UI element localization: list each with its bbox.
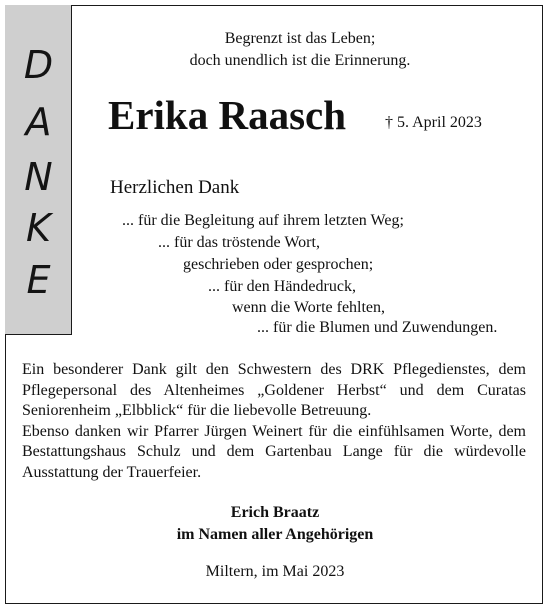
danke-letter: K xyxy=(26,206,51,250)
thanks-line: ... für das tröstende Wort, xyxy=(158,234,320,251)
signature-name: Erich Braatz xyxy=(230,504,320,521)
thanks-line: wenn die Worte fehlten, xyxy=(232,299,386,316)
danke-letter: A xyxy=(25,100,52,144)
danke-letter: E xyxy=(26,258,51,302)
danke-sidebar xyxy=(5,5,72,335)
body-text xyxy=(22,360,526,483)
danke-letter: N xyxy=(24,155,53,199)
body-paragraph: Ebenso danken wir Pfarrer Jürgen Weinert für die einfühlsamen Worte, dem Bestattungshaus Schulz und dem Gartenbau Lange für die würdevolle Ausstattung der Trauerfeier. xyxy=(22,422,526,481)
thanks-line: ... für den Händedruck, xyxy=(208,278,356,295)
danke-letter: D xyxy=(23,43,54,87)
motto-line: doch unendlich ist die Erinnerung. xyxy=(189,52,411,69)
thanks-line: geschrieben oder gesprochen; xyxy=(183,256,374,273)
thanks-heading: Herzlichen Dank xyxy=(110,177,240,198)
death-date: † 5. April 2023 xyxy=(385,114,482,131)
place-date: Miltern, im Mai 2023 xyxy=(205,563,345,580)
deceased-name: Erika Raasch xyxy=(108,92,347,138)
thanks-line: ... für die Blumen und Zuwendungen. xyxy=(257,319,498,336)
thanks-line: ... für die Begleitung auf ihrem letzten Weg; xyxy=(122,212,404,229)
motto-line: Begrenzt ist das Leben; xyxy=(224,30,376,47)
signature-line: im Namen aller Angehörigen xyxy=(176,526,374,543)
body-paragraph: Ein besonderer Dank gilt den Schwestern des DRK Pflegedienstes, dem Pflegepersonal des Altenheimes „Goldener Herbst“ und dem Curatas Seniorenheim „Elbblick“ für die liebevolle Betreuung. xyxy=(22,361,526,419)
